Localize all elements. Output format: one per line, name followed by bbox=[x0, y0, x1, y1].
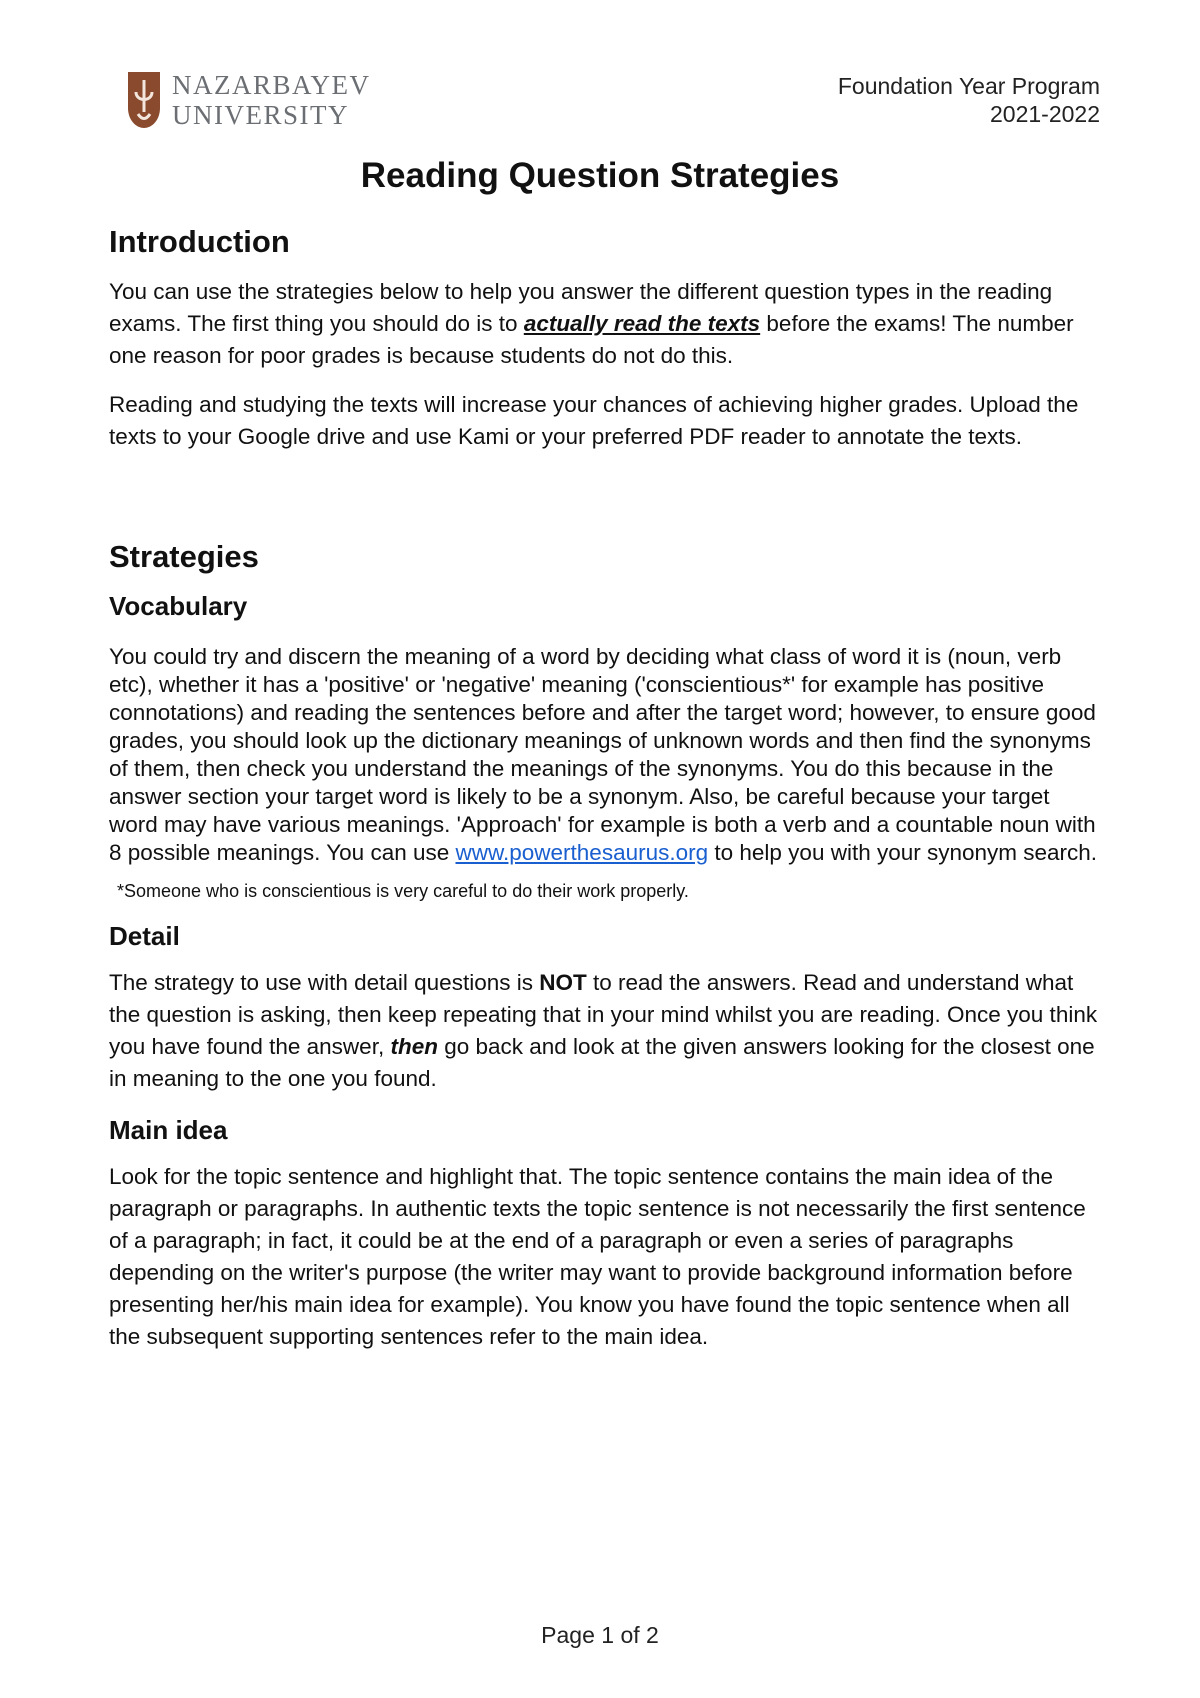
logo-line2: UNIVERSITY bbox=[172, 100, 349, 130]
powerthesaurus-link[interactable]: www.powerthesaurus.org bbox=[455, 840, 709, 865]
logo-line1: NAZARBAYEV bbox=[172, 70, 371, 100]
detail-text-c: go back and look at the given answers looking for the closest one in meaning to the one you found. bbox=[109, 1034, 1095, 1091]
document-content bbox=[109, 222, 1099, 1353]
intro-paragraph-1 bbox=[109, 276, 1099, 372]
logo-wordmark bbox=[172, 70, 371, 130]
vocabulary-heading: Vocabulary bbox=[109, 591, 248, 621]
main-idea-heading: Main idea bbox=[109, 1115, 228, 1145]
vocabulary-footnote: *Someone who is conscientious is very careful to do their work properly. bbox=[117, 881, 689, 901]
vocabulary-paragraph bbox=[109, 643, 1099, 867]
page-number: Page 1 of 2 bbox=[541, 1622, 659, 1648]
program-name: Foundation Year Program bbox=[837, 73, 1100, 99]
vocab-text-a: You could try and discern the meaning of a word by deciding what class of word it is (noun, verb etc), whether it has a 'positive' or 'negative' meaning ('conscientious*' for example has positive connotations) and reading the sentences before and after the target word; however, to ensure good grades, you should look up the dictionary meanings of unknown words and then find the synonyms of them, then check you understand the meanings of the synonyms. You do this because in the answer section your target word is likely to be a synonym. Also, be careful because your target word may have various meanings. 'Approach' for example is both a verb and a countable noun with 8 possible meanings. You can use bbox=[109, 644, 1096, 865]
university-emblem-icon bbox=[124, 72, 164, 128]
detail-text-a: The strategy to use with detail questions is bbox=[109, 970, 540, 995]
intro-p1-text-a: You can use the strategies below to help you answer the different question types in the reading exams. The first thing you should do is to bbox=[109, 279, 1053, 336]
academic-year: 2021-2022 bbox=[990, 101, 1100, 127]
detail-bold-not: NOT bbox=[539, 970, 587, 995]
strategies-heading: Strategies bbox=[109, 539, 259, 574]
document-title: Reading Question Strategies bbox=[360, 156, 840, 195]
intro-p1-text-b: before the exams! The number one reason for poor grades is because students do not do this. bbox=[109, 311, 1074, 368]
university-logo bbox=[124, 70, 384, 132]
detail-paragraph bbox=[109, 967, 1099, 1095]
main-idea-paragraph: Look for the topic sentence and highlight that. The topic sentence contains the main idea of the paragraph or paragraphs. In authentic texts the topic sentence is not necessarily the first sentence of a paragraph; in fact, it could be at the end of a paragraph or even a series of paragraphs depending on the writer's purpose (the writer may want to provide background information before presenting her/his main idea for example). You know you have found the topic sentence when all the subsequent supporting sentences refer to the main idea. bbox=[109, 1164, 1086, 1349]
introduction-heading: Introduction bbox=[109, 224, 290, 259]
intro-p1-emphasis: actually read the texts bbox=[523, 311, 761, 336]
detail-emphasis-then: then bbox=[390, 1034, 438, 1059]
detail-heading: Detail bbox=[109, 921, 180, 951]
intro-paragraph-2: Reading and studying the texts will increase your chances of achieving higher grades. Upload the texts to your Google drive and use Kami or your preferred PDF reader to annotate the texts. bbox=[109, 392, 1079, 449]
detail-text-b: to read the answers. Read and understand what the question is asking, then keep repeating that in your mind whilst you are reading. Once you think you have found the answer, bbox=[109, 970, 1098, 1059]
vocab-text-b: to help you with your synonym search. bbox=[708, 840, 1098, 865]
program-info bbox=[838, 72, 1100, 128]
